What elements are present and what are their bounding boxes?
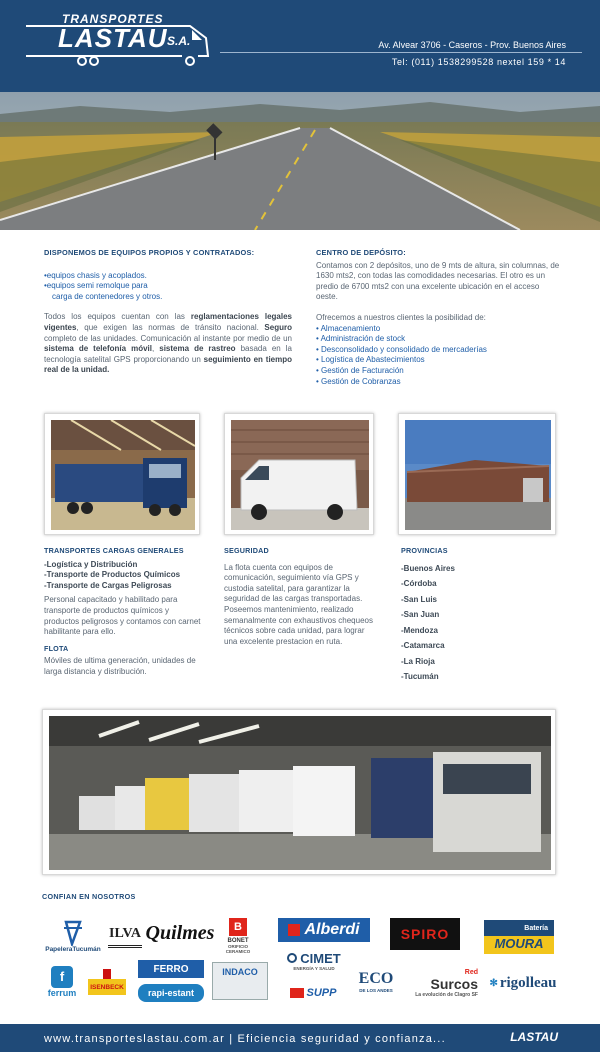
cimet-logo[interactable] [278, 946, 350, 976]
equipos-text-bold-2: Seguro [264, 322, 292, 332]
moura-label: MOURA [484, 936, 554, 954]
list-item: -Transporte de Productos Químicos [44, 570, 181, 580]
deposito-list [316, 324, 562, 388]
rigolleau-logo[interactable] [490, 966, 556, 1000]
ferrum-label: ferrum [47, 988, 77, 998]
deposito-section [316, 248, 562, 387]
list-item: -La Rioja [401, 656, 435, 666]
equipos-title: DISPONEMOS DE EQUIPOS PROPIOS Y CONTRATADOS: [44, 248, 255, 257]
equipos-text-bold-5: seguimiento en tiempo real de la unidad. [44, 354, 292, 375]
equipos-list [44, 271, 292, 303]
logo-top-text: TRANSPORTES [62, 12, 164, 26]
eco-sub-label: DE LOS ANDES [359, 987, 393, 993]
logo-main-text: LASTAU [58, 23, 168, 53]
rapi-estant-label: rapi-estant [138, 984, 204, 1002]
eco-label: ECO [358, 969, 394, 987]
papelera-icon [62, 920, 84, 946]
quilmes-logo[interactable] [145, 918, 215, 948]
flota-title: FLOTA [44, 643, 69, 653]
list-item: • Gestión de Cobranzas [316, 376, 401, 386]
alberdi-label: Alberdi [304, 921, 360, 938]
moura-top-label: Batería [524, 924, 548, 932]
ferro-label: FERRO [138, 960, 204, 978]
van-photo [224, 413, 374, 535]
list-item: -Tucumán [401, 672, 439, 682]
papelera-tucuman-logo[interactable] [42, 915, 104, 957]
isenbeck-label: ISENBECK [88, 979, 126, 995]
ferrum-logo[interactable] [44, 962, 80, 1002]
footer-logo[interactable]: LASTAU [510, 1030, 558, 1044]
ferro-rapi-logo[interactable] [138, 960, 204, 1002]
list-item: •equipos chasis y acoplados. [44, 270, 147, 280]
footer [0, 1024, 600, 1052]
white-van-image [231, 420, 369, 530]
road-banner-image [0, 92, 600, 230]
transportes-section [44, 546, 202, 678]
moura-logo[interactable] [484, 918, 554, 956]
quilmes-label: Quilmes [145, 921, 215, 944]
blue-truck-image [51, 420, 195, 530]
cimet-row [287, 951, 340, 966]
list-item: • Almacenamiento [316, 323, 381, 333]
equipos-paragraph [44, 312, 292, 376]
seguridad-section [224, 546, 374, 647]
phone-text: Tel: (011) 1538299528 nextel 159 * 14 [391, 57, 566, 67]
provincias-list [401, 561, 551, 685]
papelera-label: PapeleraTucumán [45, 945, 101, 953]
spiro-label: SPIRO [400, 926, 450, 942]
moura-top [484, 920, 554, 936]
bonet-logo[interactable] [216, 914, 260, 958]
truck-photo [44, 413, 200, 535]
equipos-section [44, 248, 292, 376]
transportes-title: TRANSPORTES CARGAS GENERALES [44, 546, 184, 555]
clients-title: CONFIAN EN NOSOTROS [42, 892, 136, 901]
header [0, 0, 600, 92]
transportes-text: Personal capacitado y habilitado para transporte de productos químicos y productos peligrosos y contamos con carnet habilitante para ello. [44, 595, 201, 637]
warehouse-photo [398, 413, 556, 535]
cimet-label: CIMET [300, 951, 341, 966]
equipos-text-3: completo de las unidades. Comunicación al instante por medio de un [44, 333, 292, 343]
list-item: -San Luis [401, 594, 438, 604]
company-logo[interactable] [22, 12, 218, 70]
truck-fleet-image [49, 716, 551, 870]
isenbeck-icon [103, 969, 111, 979]
deposito-intro: Ofrecemos a nuestros clientes la posibilidad de: [316, 312, 486, 322]
warehouse-image [405, 420, 551, 530]
cimet-sub-label: ENERGÍA Y SALUD [293, 966, 335, 971]
footer-website-link[interactable]: www.transporteslastau.com.ar | Eficiencia seguridad y confianza... [44, 1033, 446, 1045]
fleet-photo [42, 709, 556, 875]
list-item: -Mendoza [401, 625, 438, 635]
list-item: •equipos semi remolque para [44, 281, 148, 291]
transportes-list [44, 560, 202, 592]
indaco-label: INDACO [222, 967, 258, 977]
supp-logo[interactable] [278, 984, 348, 1002]
logo-sa-text: S.A. [167, 34, 191, 48]
provincias-title: PROVINCIAS [401, 546, 448, 555]
list-item: • Gestión de Facturación [316, 365, 404, 375]
list-item: -Buenos Aires [401, 563, 455, 573]
seguridad-title: SEGURIDAD [224, 546, 269, 555]
flota-text: Móviles de ultima generación, unidades de larga distancia y distribución. [44, 656, 196, 676]
equipos-text-1: Todos los equipos cuentan con las [44, 312, 185, 322]
seguridad-text-2: Poseemos mantenimiento, realizado semanalmente con exhaustivos chequeos técnicos sobre cada unidad, para lograr una excelente prestacion en ruta. [224, 604, 373, 646]
list-item: • Desconsolidado y consolidado de mercaderías [316, 344, 487, 354]
eco-de-los-andes-logo[interactable] [356, 960, 396, 1002]
equipos-text-4: , [152, 344, 160, 354]
supp-icon [290, 988, 304, 998]
equipos-text-bold-4: sistema de rastreo [159, 344, 236, 354]
supp-label: SUPP [306, 987, 337, 999]
equipos-text-2: , que exigen las normas de tránsito nacional. [76, 322, 259, 332]
provincias-section [401, 546, 551, 685]
equipos-text-bold-3: sistema de telefonía móvil [44, 344, 152, 354]
surcos-label: Surcos [430, 975, 478, 992]
list-item: carga de contenedores y otros. [52, 291, 163, 301]
equipos-text-5: basada en la tecnología satelital GPS proporcionando un [44, 344, 293, 364]
spiro-logo[interactable] [390, 918, 460, 950]
bonet-sub-label: ORIFICIO CERAMICO [225, 944, 251, 954]
bonet-label: BONET [227, 938, 249, 944]
ferrum-icon: f [51, 966, 73, 988]
deposito-title: CENTRO DE DEPÓSITO: [316, 248, 406, 257]
surcos-sub-label: La evolución de Clagro SF [415, 991, 478, 998]
ilva-label: ILVA [109, 925, 141, 941]
list-item: -Córdoba [401, 579, 437, 589]
header-divider [220, 52, 582, 53]
address-text: Av. Alvear 3706 - Caseros - Prov. Buenos Aires [378, 40, 566, 50]
rigolleau-icon: ✻ [489, 977, 498, 989]
list-item: -Catamarca [401, 641, 445, 651]
ilva-logo[interactable] [108, 922, 142, 948]
cimet-icon [287, 953, 297, 963]
surcos-logo[interactable] [404, 966, 478, 1000]
isenbeck-logo[interactable] [88, 964, 126, 1000]
rigolleau-label: rigolleau [499, 974, 557, 991]
list-item: -San Juan [401, 610, 440, 620]
alberdi-icon [288, 924, 300, 936]
seguridad-text-1: La flota cuenta con equipos de comunicación, seguimiento vía GPS y custodia satelital, para garantizar la seguridad de las cargas transportadas. [224, 562, 363, 604]
deposito-text: Contamos con 2 depósitos, uno de 9 mts de altura, sin columnas, de 1630 mts2, con todas las comodidades necesarias. El otro es un predio de 6700 mts2 con una excelente ubicación en el acceso oeste. [316, 260, 560, 302]
surcos-red-label: Red [464, 968, 478, 976]
list-item: -Logística y Distribución [44, 559, 138, 569]
bonet-icon: B [229, 918, 247, 936]
list-item: -Transporte de Cargas Peligrosas [44, 580, 172, 590]
list-item: • Logística de Abastecimientos [316, 355, 425, 365]
equipos-text-bold-1: reglamentaciones legales vigentes [44, 312, 292, 332]
list-item: • Administración de stock [316, 334, 406, 344]
indaco-logo[interactable] [212, 962, 268, 1000]
alberdi-logo[interactable] [278, 918, 370, 942]
